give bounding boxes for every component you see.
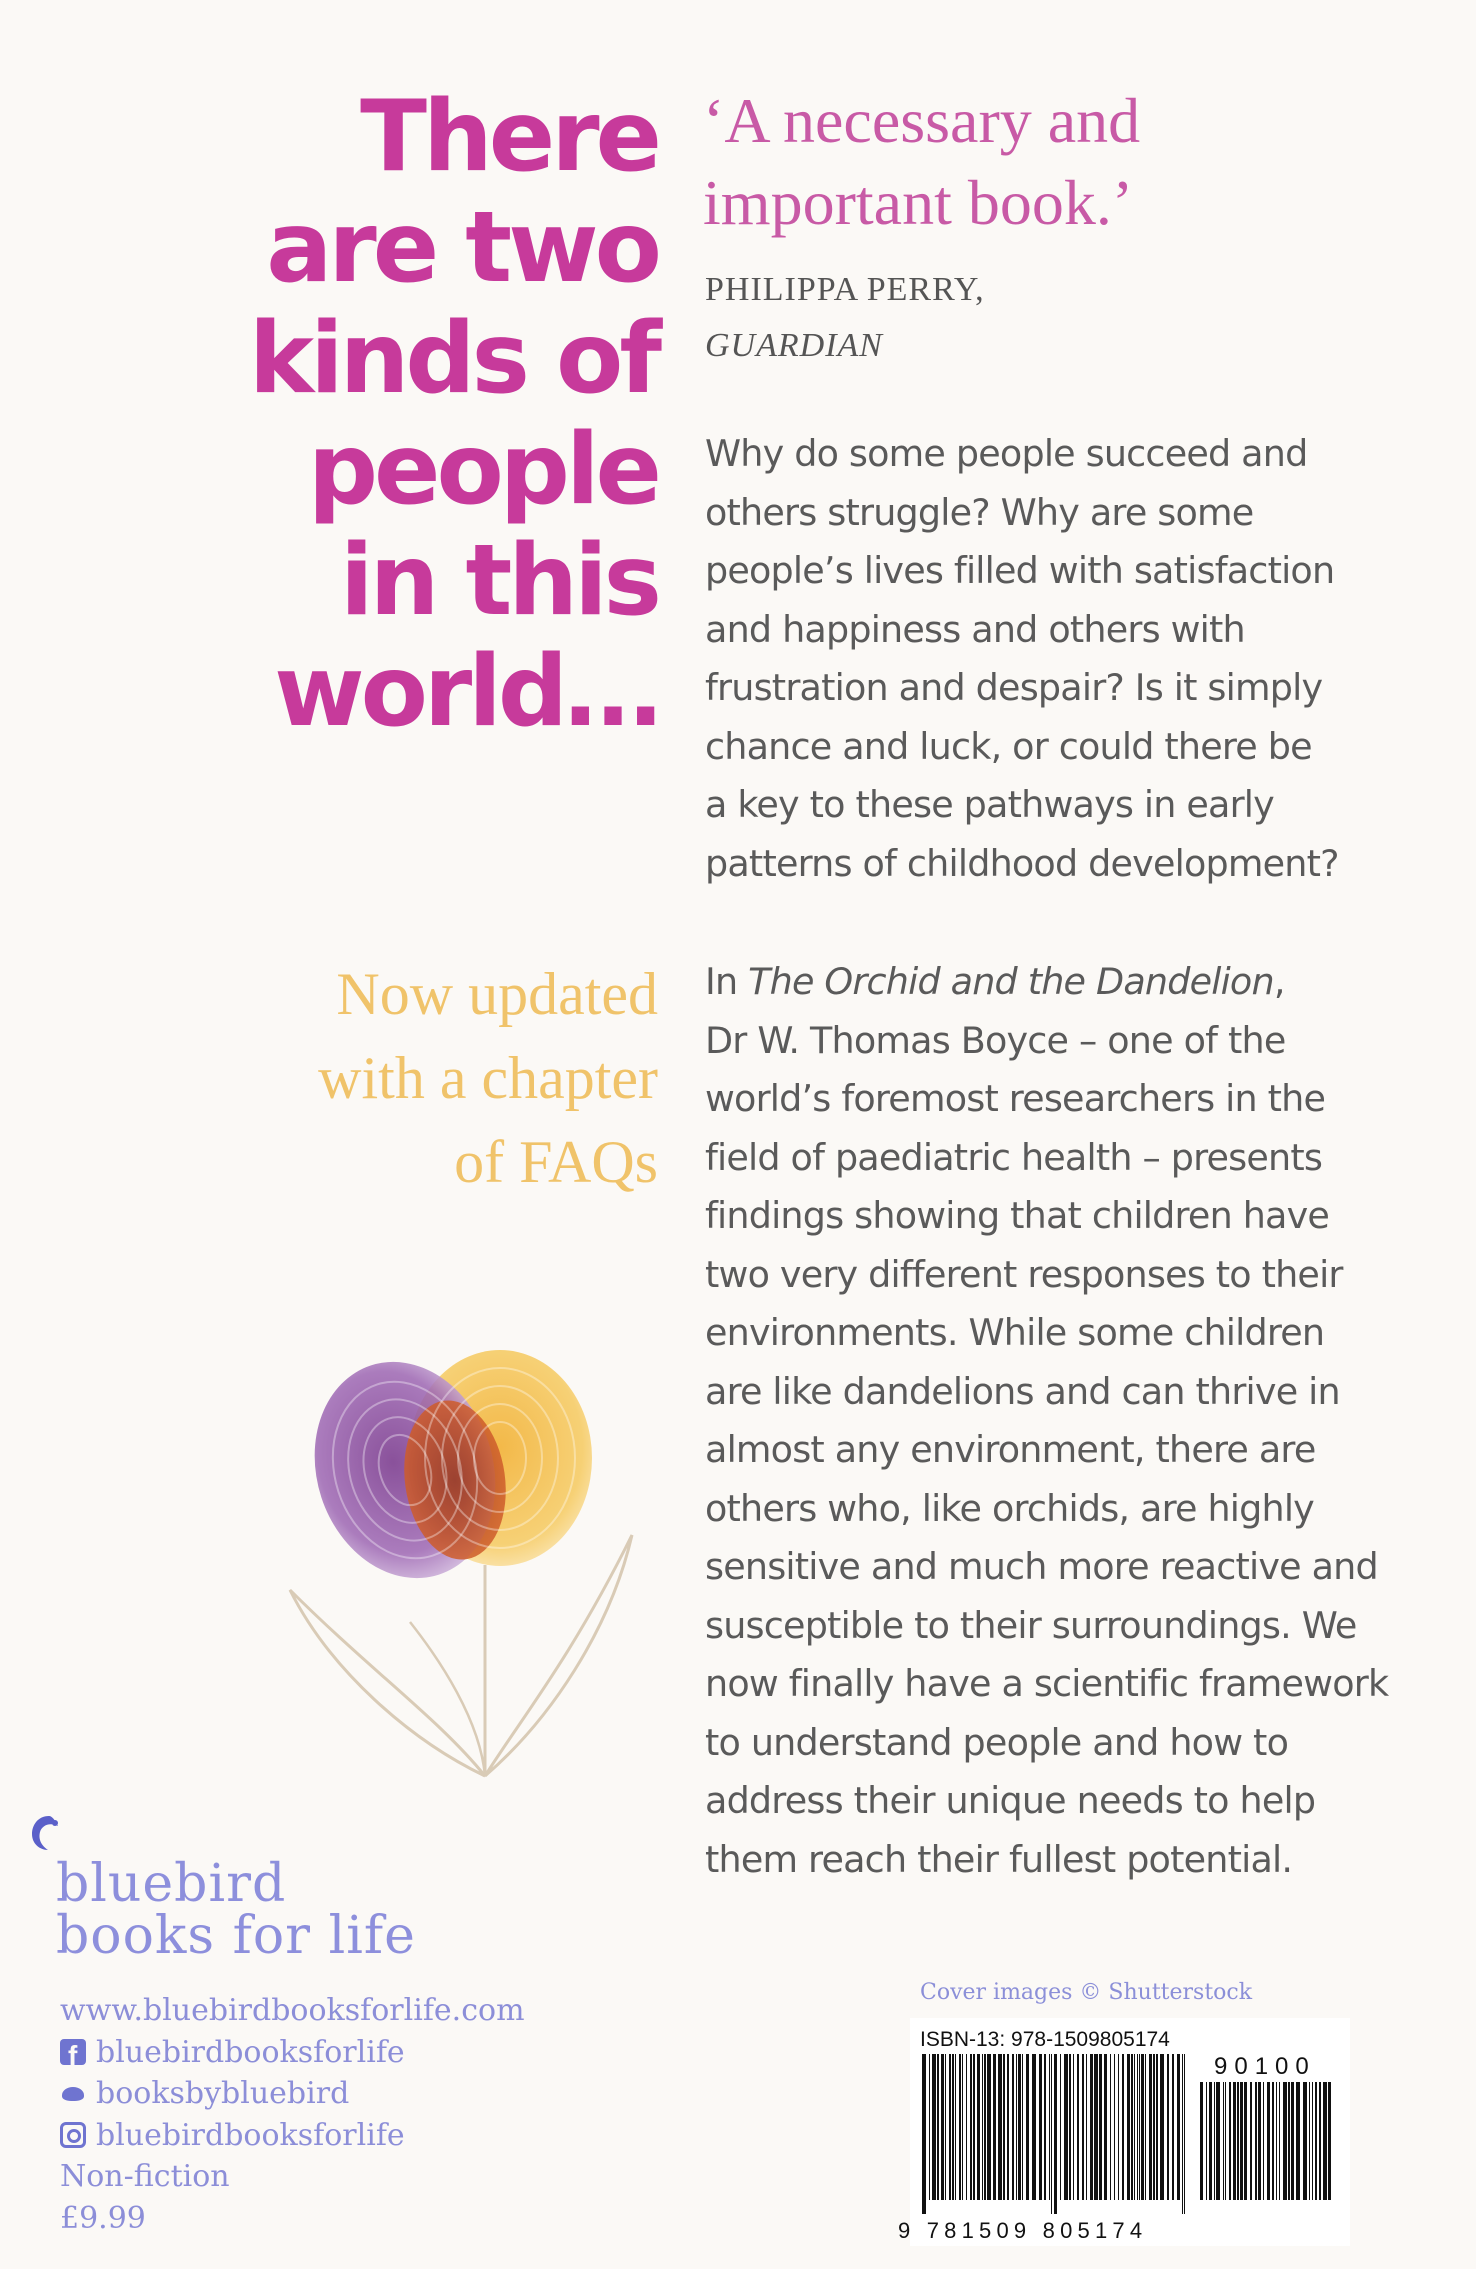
website-link[interactable]: www.bluebirdbooksforlife.com: [60, 1993, 525, 2028]
twitter-icon: [60, 2081, 86, 2107]
quote-line: ‘A necessary and: [703, 85, 1141, 156]
barcode-bar: [1149, 2054, 1152, 2200]
category-label: Non-fiction: [60, 2159, 230, 2194]
barcode-bar: [1244, 2082, 1247, 2200]
publisher-brand: [56, 1854, 416, 1966]
barcode-bar: [1007, 2054, 1009, 2200]
quote-author: PHILIPPA PERRY,: [705, 271, 985, 308]
barcode-bar: [1216, 2082, 1220, 2200]
barcode-bar: [922, 2054, 926, 2214]
cover-credit: Cover images © Shutterstock: [920, 1980, 1253, 2005]
barcode-bar: [941, 2054, 944, 2200]
blurb-line: address their unique needs to help: [705, 1779, 1316, 1822]
barcode-bar: [1012, 2054, 1014, 2200]
barcode-bar: [1255, 2082, 1257, 2200]
price-label: £9.99: [60, 2200, 146, 2236]
twitter-link[interactable]: [60, 2073, 525, 2115]
blurb-line: now finally have a scientific framework: [705, 1662, 1389, 1705]
headline-line: world…: [274, 635, 658, 749]
barcode-bar: [1073, 2054, 1074, 2200]
blurb-line: chance and luck, or could there be: [705, 724, 1312, 768]
barcode-bar: [1131, 2054, 1133, 2200]
barcode-bar: [993, 2054, 996, 2200]
twitter-handle: booksbybluebird: [96, 2076, 350, 2111]
headline-line: in this: [339, 524, 658, 638]
barcode-bar: [1250, 2082, 1252, 2200]
blurb-suffix: ,: [1273, 960, 1285, 1003]
blurb-line: Dr W. Thomas Boyce – one of the: [705, 1018, 1286, 1062]
barcode-bar: [1032, 2054, 1036, 2200]
headline-line: are two: [266, 191, 658, 305]
blurb-line: two very different responses to their: [705, 1252, 1343, 1296]
blurb-line: almost any environment, there are: [705, 1428, 1316, 1471]
barcode-bar: [929, 2054, 930, 2200]
barcode-bar: [966, 2054, 967, 2200]
isbn-label: ISBN-13: 978-1509805174: [920, 2028, 1170, 2051]
facebook-icon: [60, 2039, 86, 2065]
barcode-bar: [1267, 2082, 1270, 2200]
barcode-bar: [932, 2054, 936, 2200]
barcode-bar: [945, 2054, 946, 2200]
barcode-bar: [987, 2054, 991, 2200]
blurb-line: patterns of childhood development?: [705, 841, 1339, 885]
barcode-bar: [1214, 2082, 1215, 2200]
barcode-bar: [1018, 2054, 1021, 2200]
barcode-bar: [1044, 2054, 1046, 2200]
barcode-bar: [1153, 2054, 1155, 2200]
barcode-bar: [1209, 2082, 1212, 2200]
bluebird-logo-icon: [28, 1812, 70, 1854]
barcode-main: [920, 2054, 1190, 2214]
barcode-bar: [1263, 2082, 1264, 2200]
blurb-prefix: In: [705, 960, 749, 1003]
barcode-bar: [1229, 2082, 1231, 2200]
barcode-bar: [1114, 2054, 1115, 2200]
barcode-bar: [949, 2054, 951, 2200]
barcode-addon-number: 90100: [1214, 2053, 1316, 2080]
barcode-bar: [1184, 2054, 1185, 2214]
blurb-paragraph-1: [705, 425, 1425, 893]
blurb-line: are like dandelions and can thrive in: [705, 1369, 1340, 1413]
brand-line: bluebird: [56, 1854, 287, 1914]
quote-source: GUARDIAN: [705, 327, 883, 364]
barcode-bar: [1086, 2054, 1087, 2200]
barcode-bar: [1090, 2054, 1093, 2200]
blurb-line: and happiness and others with: [705, 607, 1245, 651]
update-note-line: of FAQs: [454, 1129, 658, 1195]
barcode-bar: [1279, 2082, 1280, 2200]
barcode-bar: [1328, 2082, 1331, 2200]
barcode-bar: [1283, 2082, 1287, 2200]
instagram-link[interactable]: [60, 2115, 525, 2157]
barcode-bar: [1309, 2082, 1310, 2200]
headline-line: kinds of: [248, 302, 658, 416]
blurb-line: findings showing that children have: [705, 1194, 1330, 1237]
blurb-line: others struggle? Why are some: [705, 490, 1254, 534]
barcode-bar: [1060, 2054, 1061, 2200]
barcode-bar: [1177, 2054, 1180, 2200]
barcode-bar: [1054, 2054, 1057, 2214]
blurb-line: field of paediatric health – presents: [705, 1135, 1323, 1179]
barcode-bar: [1016, 2054, 1017, 2200]
brand-line: books for life: [56, 1906, 416, 1966]
update-note-line: with a chapter: [318, 1045, 658, 1111]
barcode-bar: [1082, 2054, 1084, 2200]
barcode-bar: [1099, 2054, 1102, 2200]
barcode-bar: [1118, 2054, 1119, 2200]
barcode-bar: [1134, 2054, 1135, 2200]
barcode-bar: [1051, 2054, 1052, 2214]
barcode-bar: [1069, 2054, 1071, 2200]
barcode-bar: [952, 2054, 954, 2200]
barcode-bar: [1110, 2054, 1111, 2200]
headline: [180, 82, 658, 748]
barcode-bar: [1064, 2054, 1068, 2200]
barcode-bar: [1137, 2054, 1138, 2200]
blurb-line: sensitive and much more reactive and: [705, 1545, 1378, 1588]
barcode-bar: [982, 2054, 983, 2200]
barcode-bar: [955, 2054, 956, 2200]
barcode-bar: [1182, 2054, 1183, 2214]
barcode-bar: [1156, 2054, 1158, 2200]
barcode-bar: [1122, 2054, 1124, 2200]
barcode-bar: [1077, 2054, 1079, 2200]
barcode-bar: [1145, 2054, 1146, 2200]
blurb-line: frustration and despair? Is it simply: [705, 666, 1323, 709]
headline-line: people: [307, 413, 658, 527]
barcode-bar: [970, 2054, 972, 2200]
barcode-bar: [1223, 2082, 1224, 2200]
flower-fingerprint-icon: [280, 1340, 660, 1800]
blurb-line: susceptible to their surroundings. We: [705, 1603, 1357, 1647]
barcode-bar: [959, 2054, 961, 2200]
quote-attribution: [705, 262, 985, 374]
update-note: [200, 952, 658, 1204]
barcode-bar: [937, 2054, 939, 2200]
blurb-line: to understand people and how to: [705, 1720, 1289, 1764]
barcode-bar: [1319, 2082, 1321, 2200]
book-title: The Orchid and the Dandelion: [748, 960, 1274, 1003]
barcode-bar: [962, 2054, 963, 2200]
blurb-line: environments. While some children: [705, 1311, 1325, 1354]
instagram-icon: [60, 2122, 86, 2148]
barcode-bar: [1291, 2082, 1294, 2200]
blurb-line: others who, like orchids, are highly: [705, 1486, 1314, 1530]
barcode-bar: [1288, 2082, 1290, 2200]
barcode-bar: [984, 2054, 986, 2200]
blurb-line: a key to these pathways in early: [705, 783, 1274, 826]
blurb-paragraph-2: [705, 953, 1425, 1889]
barcode-bar: [1104, 2054, 1107, 2200]
facebook-link[interactable]: [60, 2032, 525, 2074]
barcode-bar: [1272, 2082, 1274, 2200]
quote-line: important book.’: [703, 167, 1134, 238]
barcode-bar: [1296, 2082, 1300, 2200]
barcode-bar: [998, 2054, 1002, 2200]
barcode-bar: [1233, 2082, 1236, 2200]
barcode-bar: [1237, 2082, 1239, 2200]
barcode-bar: [1200, 2082, 1203, 2200]
barcode-bar: [1206, 2082, 1207, 2200]
publisher-links: [60, 1990, 525, 2239]
barcode-bar: [1323, 2082, 1327, 2200]
instagram-handle: bluebirdbooksforlife: [96, 2117, 405, 2153]
barcode-bar: [1240, 2082, 1243, 2200]
barcode-bar: [1141, 2054, 1144, 2200]
barcode-bar: [1003, 2054, 1005, 2200]
barcode-bar: [1258, 2082, 1261, 2200]
blurb-line: [705, 953, 1425, 1012]
barcode-bar: [1022, 2054, 1023, 2200]
headline-line: There: [360, 80, 658, 194]
barcode-bar: [1167, 2054, 1169, 2200]
update-note-line: Now updated: [336, 961, 658, 1027]
barcode-bar: [1315, 2082, 1317, 2200]
barcode-bar: [973, 2054, 975, 2200]
review-quote: [703, 80, 1423, 244]
barcode-bar: [1303, 2082, 1307, 2200]
blurb-line: Why do some people succeed and: [705, 432, 1308, 475]
barcode-bar: [1049, 2054, 1050, 2200]
isbn-digits: 9 781509 805174: [898, 2218, 1148, 2243]
barcode-bar: [1172, 2054, 1174, 2200]
blurb-line: them reach their fullest potential.: [705, 1837, 1293, 1881]
barcode-addon: [1198, 2082, 1336, 2214]
blurb-line: world’s foremost researchers in the: [705, 1077, 1326, 1120]
barcode-bar: [1139, 2054, 1140, 2200]
blurb-line: people’s lives filled with satisfaction: [705, 549, 1335, 592]
barcode-bar: [1039, 2054, 1042, 2200]
barcode-bar: [1094, 2054, 1098, 2200]
barcode-bar: [1276, 2082, 1277, 2200]
barcode-bar: [1160, 2054, 1164, 2200]
facebook-handle: bluebirdbooksforlife: [96, 2034, 405, 2070]
barcode-bar: [977, 2054, 980, 2200]
barcode-bar: [1026, 2054, 1029, 2200]
barcode-bar: [1225, 2082, 1226, 2200]
barcode-bar: [1127, 2054, 1130, 2200]
barcode-bar: [1312, 2082, 1313, 2200]
